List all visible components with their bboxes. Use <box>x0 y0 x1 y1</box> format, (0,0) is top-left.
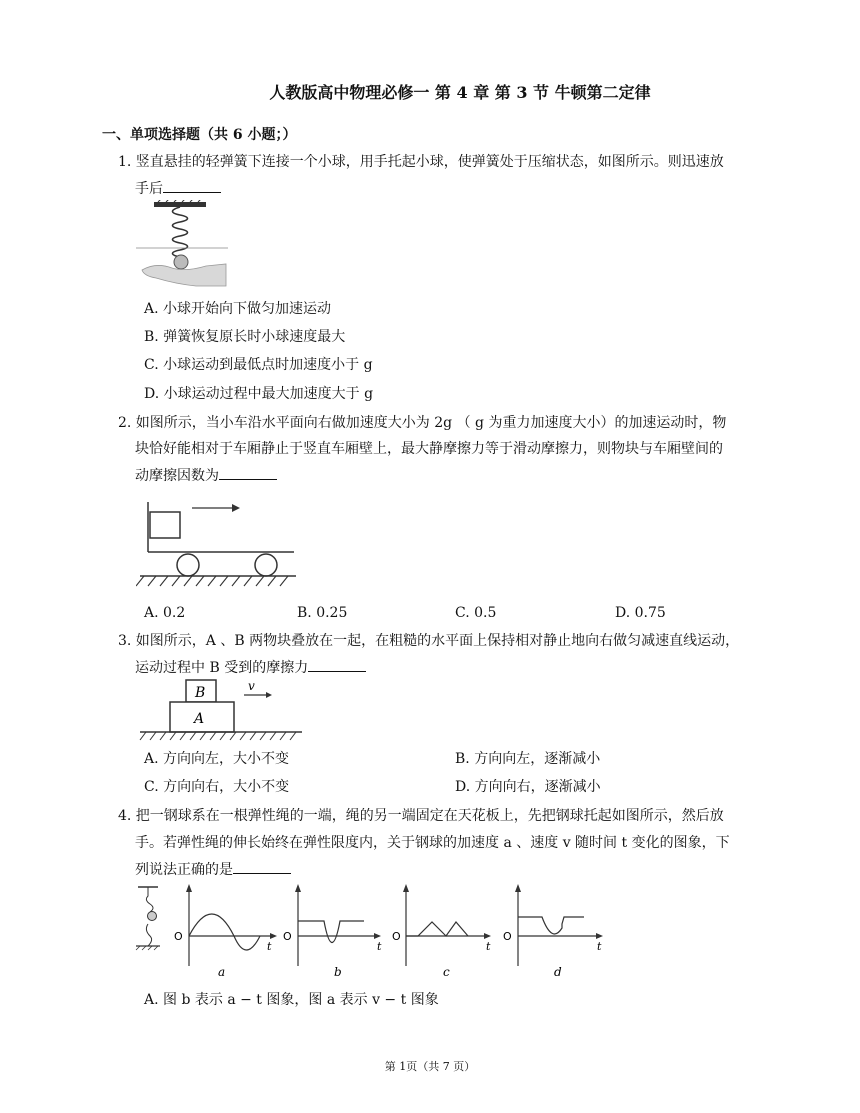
block-b-label: B <box>195 685 206 701</box>
q2-cart-figure <box>136 492 300 592</box>
q3-option-d: D. 方向向右，逐渐减小 <box>455 779 601 795</box>
q3-blocks-figure <box>136 678 306 742</box>
q1-stem-line2: 手后 <box>135 178 221 199</box>
q2-stem-line1: 2. 如图所示，当小车沿水平面向右做加速度大小为 2g （ g 为重力加速度大小）的加速运动时，物 <box>118 415 727 431</box>
graph-a-t-axis: t <box>267 940 272 953</box>
graph-c-t-axis: t <box>486 940 491 953</box>
q1-option-d: D. 小球运动过程中最大加速度大于 g <box>144 386 374 402</box>
answer-blank <box>163 178 221 193</box>
graph-a-origin: O <box>174 930 183 943</box>
graph-b-origin: O <box>283 930 292 943</box>
q2-option-d: D. 0.75 <box>615 605 666 621</box>
q2-stem-line3: 动摩擦因数为 <box>135 465 277 486</box>
graph-c <box>392 884 491 979</box>
q3-stem-line1: 3. 如图所示，A 、B 两物块叠放在一起，在粗糙的水平面上保持相对静止地向右做匀减速直线运动， <box>118 633 740 649</box>
q3-stem-line2: 运动过程中 B 受到的摩擦力 <box>135 657 366 678</box>
q1-stem-line1: 1. 竖直悬挂的轻弹簧下连接一个小球，用手托起小球，使弹簧处于压缩状态，如图所示。则迅速放 <box>118 154 724 170</box>
q1-option-a: A. 小球开始向下做匀加速运动 <box>144 301 332 317</box>
answer-blank <box>219 465 277 480</box>
rope-ball-icon <box>136 887 160 950</box>
answer-blank <box>233 859 291 874</box>
q2-option-a: A. 0.2 <box>144 605 186 621</box>
section-heading: 一、单项选择题（共 6 小题；） <box>102 127 297 143</box>
q4-option-a: A. 图 b 表示 a − t 图象，图 a 表示 v − t 图象 <box>144 992 439 1008</box>
graph-b-t-axis: t <box>377 940 382 953</box>
q1-option-c: C. 小球运动到最低点时加速度小于 g <box>144 357 373 373</box>
q4-stem-line2: 手。若弹性绳的伸长始终在弹性限度内，关于钢球的加速度 a 、速度 v 随时间 t 变化的图象，下 <box>135 835 730 851</box>
q3-option-b: B. 方向向左，逐渐减小 <box>455 751 601 767</box>
graph-b <box>283 884 382 979</box>
q1-option-b: B. 弹簧恢复原长时小球速度最大 <box>144 329 346 345</box>
answer-blank <box>308 657 366 672</box>
page-footer: 第 1页（共 7 页） <box>384 1060 476 1073</box>
page-title: 人教版高中物理必修一 第 4 章 第 3 节 牛顿第二定律 <box>269 83 651 102</box>
q4-stem-line1: 4. 把一钢球系在一根弹性绳的一端，绳的另一端固定在天花板上，先把钢球托起如图所示，然后放 <box>118 808 724 824</box>
q2-stem-line2: 块恰好能相对于车厢静止于竖直车厢壁上，最大静摩擦力等于滑动摩擦力，则物块与车厢壁间的 <box>135 441 723 457</box>
graph-d-label: d <box>554 965 562 979</box>
graph-a-label: a <box>218 965 226 979</box>
q3-option-a: A. 方向向左，大小不变 <box>144 751 290 767</box>
q4-graphs-figure <box>134 884 614 984</box>
graph-d-origin: O <box>503 930 512 943</box>
velocity-label: v <box>248 679 255 693</box>
graph-a <box>174 884 277 979</box>
q4-stem-line3: 列说法正确的是 <box>135 859 291 880</box>
graph-c-label: c <box>443 965 450 979</box>
q2-option-c: C. 0.5 <box>455 605 497 621</box>
graph-d-t-axis: t <box>597 940 602 953</box>
graph-d <box>503 884 603 979</box>
q3-option-c: C. 方向向右，大小不变 <box>144 779 290 795</box>
block-a-label: A <box>194 711 205 727</box>
q2-option-b: B. 0.25 <box>297 605 348 621</box>
q1-spring-figure <box>136 200 228 290</box>
graph-c-origin: O <box>392 930 401 943</box>
graph-b-label: b <box>334 965 342 979</box>
